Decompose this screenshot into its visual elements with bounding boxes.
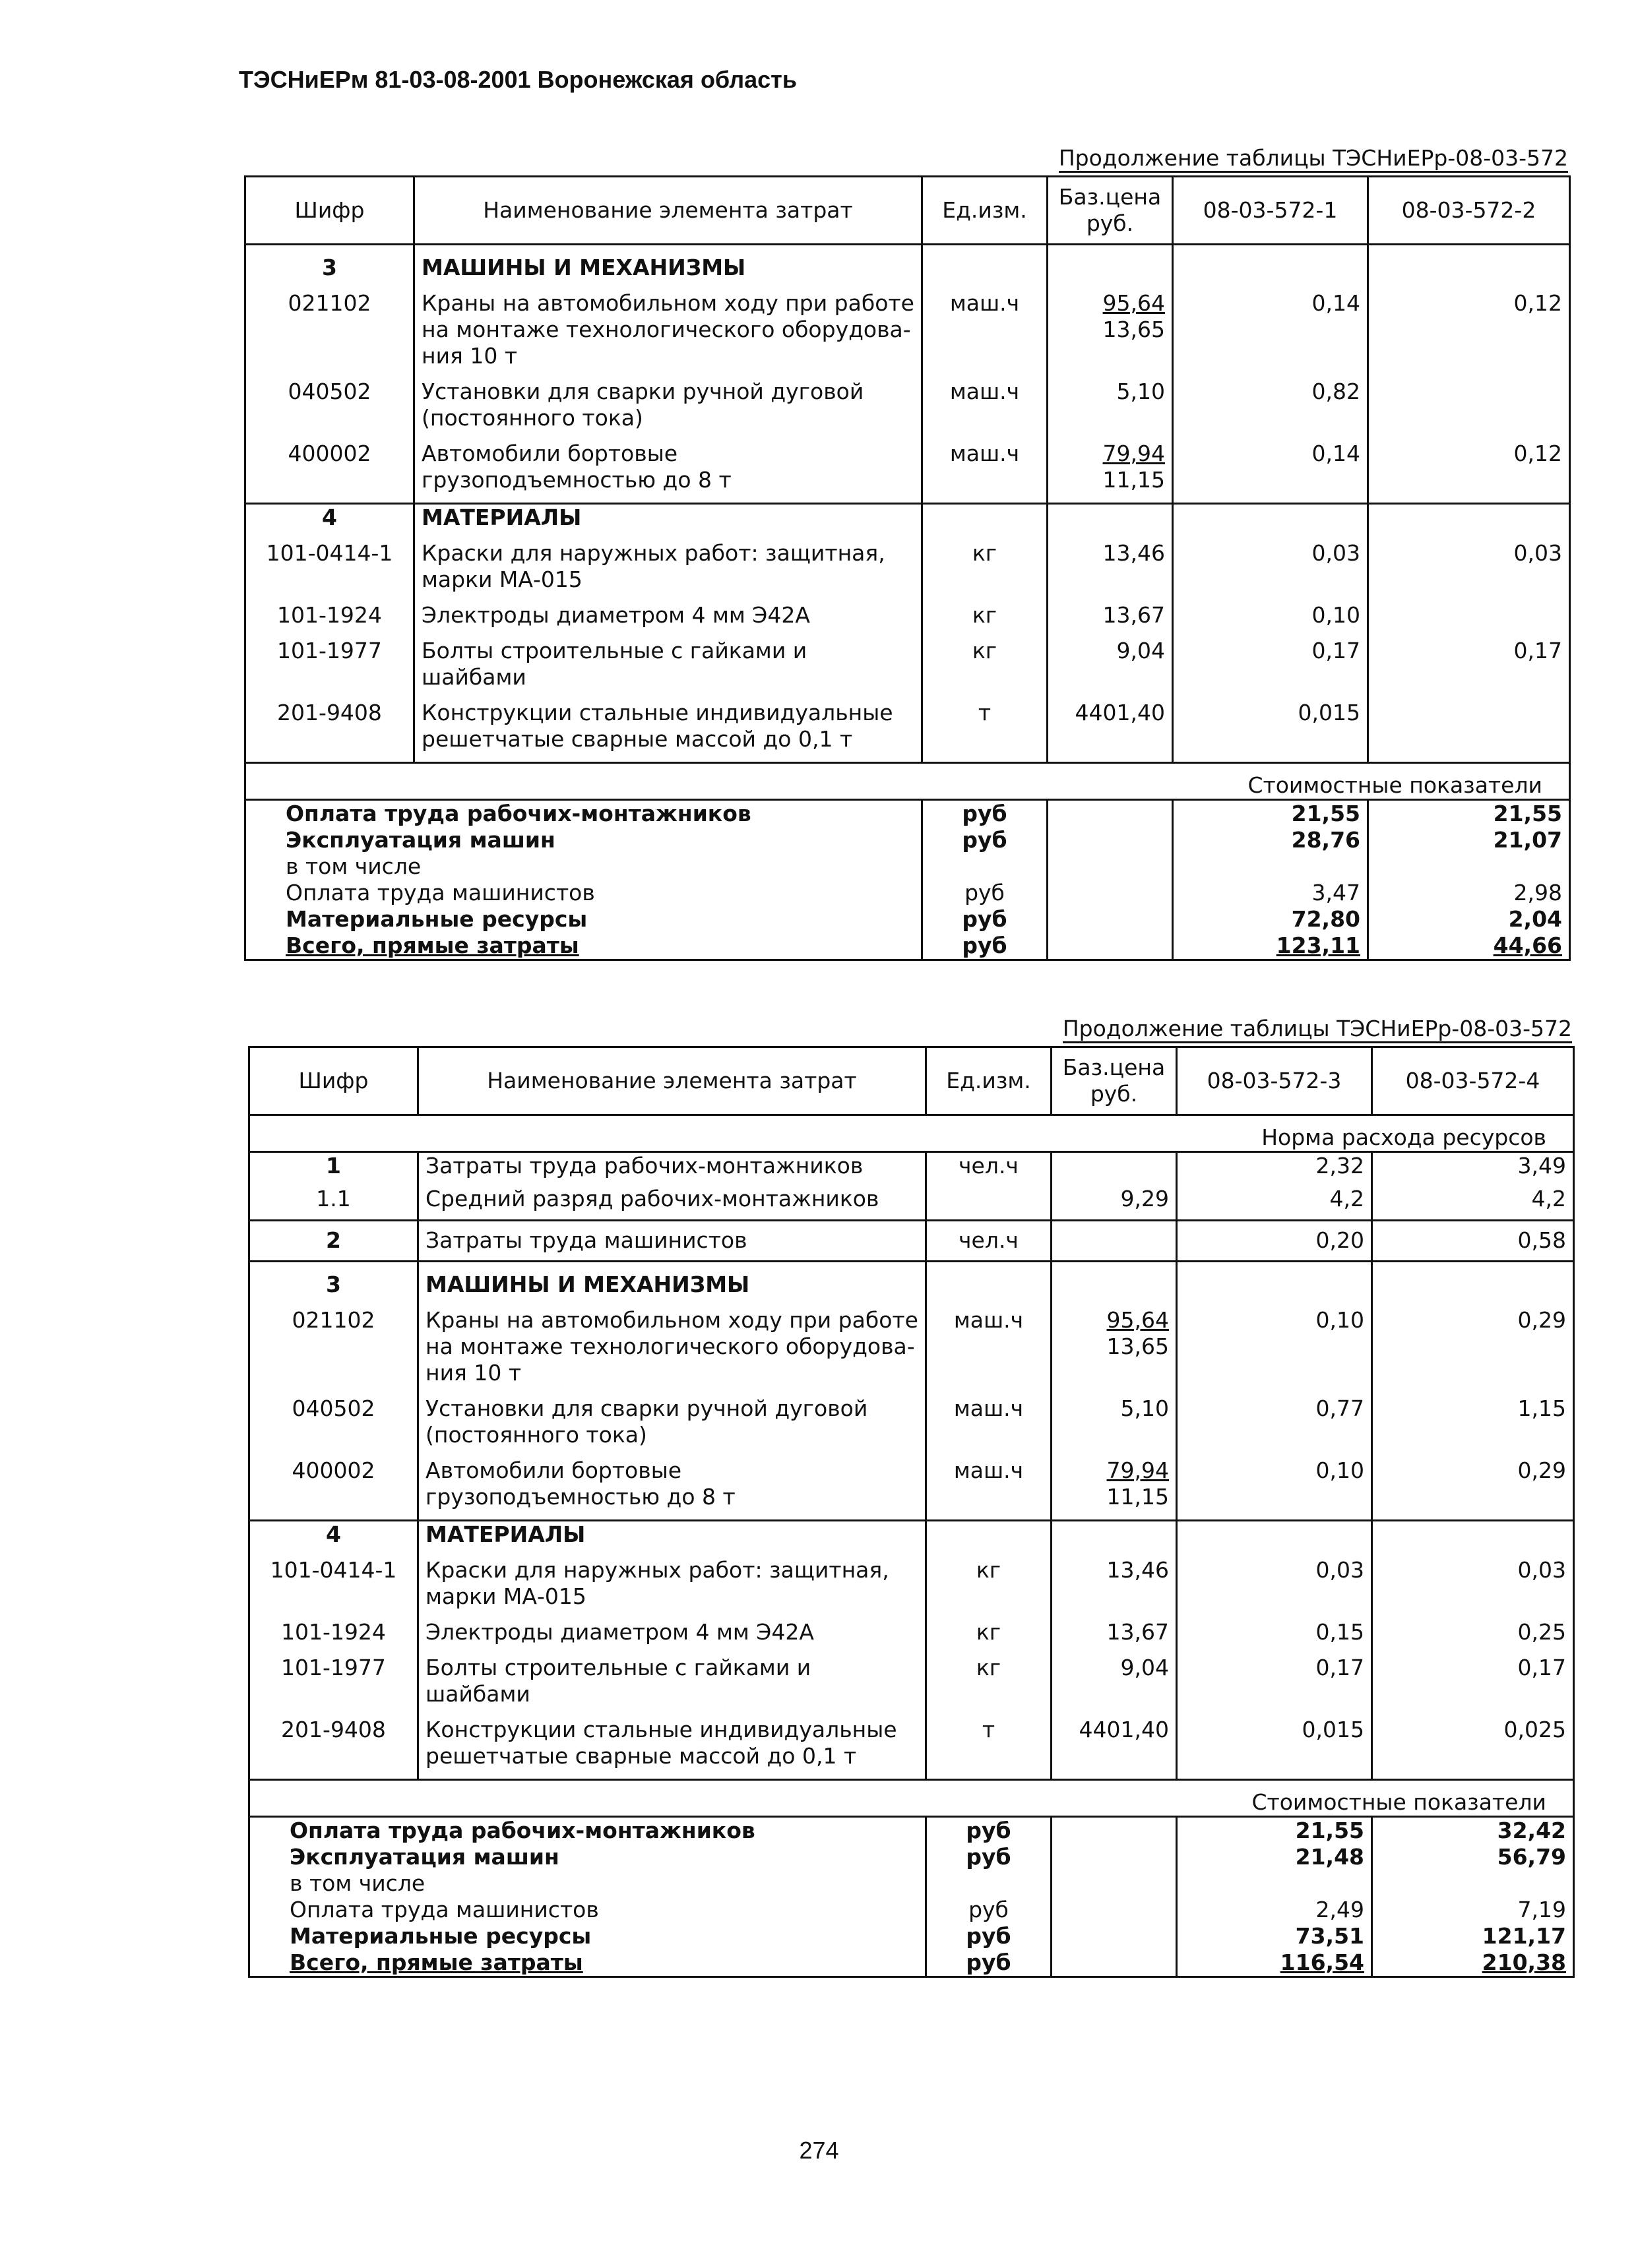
row-value-2: 0,12 xyxy=(1368,290,1570,369)
table-row xyxy=(249,1457,1574,1510)
table-row xyxy=(249,1619,1574,1645)
row-value-1: 0,015 xyxy=(1173,700,1368,752)
row-code: 101-0414-1 xyxy=(245,540,414,593)
row-name: Конструкции стальные индивидуальные решетчатые сварные массой до 0,1 т xyxy=(414,700,922,752)
summary-value-1: 116,54 xyxy=(1177,1949,1372,1977)
summary-unit: руб xyxy=(922,933,1048,960)
row-value-1: 0,10 xyxy=(1173,602,1368,628)
section-number: 4 xyxy=(249,1520,418,1548)
row-price: 95,64 13,65 xyxy=(1052,1307,1177,1386)
row-unit: кг xyxy=(926,1619,1052,1645)
row-value-2: 0,03 xyxy=(1372,1557,1574,1610)
row-name: Болты строительные с гайками и шайбами xyxy=(414,638,922,690)
summary-name: Эксплуатация машин xyxy=(245,827,922,853)
row-price: 13,67 xyxy=(1052,1619,1177,1645)
row-price: 9,04 xyxy=(1052,1655,1177,1707)
summary-value-1: 2,49 xyxy=(1177,1897,1372,1923)
row-price: 79,94 11,15 xyxy=(1048,441,1173,493)
row-name: Автомобили бортовые грузоподъемностью до 8 т xyxy=(418,1457,926,1510)
summary-value-2: 210,38 xyxy=(1372,1949,1574,1977)
summary-row xyxy=(249,1923,1574,1949)
row-unit xyxy=(926,1179,1052,1220)
row-value-1: 0,14 xyxy=(1173,441,1368,493)
row-unit: кг xyxy=(926,1557,1052,1610)
summary-value-2: 21,55 xyxy=(1368,800,1570,828)
row-price: 4401,40 xyxy=(1052,1717,1177,1769)
summary-name: Оплата труда машинистов xyxy=(249,1897,926,1923)
row-name: Установки для сварки ручной дуговой (постоянного тока) xyxy=(414,379,922,431)
table-row xyxy=(245,290,1570,369)
summary-name: Всего, прямые затраты xyxy=(245,933,922,960)
header-col2: 08-03-572-2 xyxy=(1368,177,1570,245)
row-value-1: 4,2 xyxy=(1177,1179,1372,1220)
header-code: Шифр xyxy=(245,177,414,245)
row-unit: кг xyxy=(926,1655,1052,1707)
row-price: 5,10 xyxy=(1048,379,1173,431)
table-row xyxy=(249,1557,1574,1610)
section-title: МАТЕРИАЛЫ xyxy=(414,504,922,532)
row-name: Затраты труда машинистов xyxy=(418,1220,926,1261)
table-row xyxy=(245,540,1570,593)
table-row xyxy=(249,1655,1574,1707)
row-name: Краски для наружных работ: защитная, марки МА-015 xyxy=(418,1557,926,1610)
row-code: 400002 xyxy=(245,441,414,493)
row-unit: чел.ч xyxy=(926,1220,1052,1261)
summary-value-1: 21,48 xyxy=(1177,1844,1372,1870)
section-row xyxy=(249,1520,1574,1548)
summary-row xyxy=(249,1870,1574,1897)
summary-row xyxy=(245,827,1570,853)
summary-value-2: 44,66 xyxy=(1368,933,1570,960)
row-value-1: 0,03 xyxy=(1173,540,1368,593)
row-value-2: 0,03 xyxy=(1368,540,1570,593)
summary-row xyxy=(245,906,1570,933)
row-value-2: 0,29 xyxy=(1372,1457,1574,1510)
summary-name: в том числе xyxy=(249,1870,926,1897)
row-price: 13,67 xyxy=(1048,602,1173,628)
row-code: 101-1977 xyxy=(249,1655,418,1707)
row-unit: т xyxy=(922,700,1048,752)
table-row xyxy=(249,1395,1574,1448)
summary-value-1: 72,80 xyxy=(1173,906,1368,933)
table-row xyxy=(245,379,1570,431)
row-unit: маш.ч xyxy=(922,441,1048,493)
header-unit: Ед.изм. xyxy=(926,1047,1052,1115)
summary-name: Всего, прямые затраты xyxy=(249,1949,926,1977)
summary-value-1: 123,11 xyxy=(1173,933,1368,960)
norm-label: Норма расхода ресурсов xyxy=(249,1115,1574,1152)
row-code: 021102 xyxy=(245,290,414,369)
row-name: Автомобили бортовые грузоподъемностью до 8 т xyxy=(414,441,922,493)
summary-value-2: 2,04 xyxy=(1368,906,1570,933)
row-code: 400002 xyxy=(249,1457,418,1510)
row-value-2: 0,29 xyxy=(1372,1307,1574,1386)
row-code: 040502 xyxy=(245,379,414,431)
row-unit: маш.ч xyxy=(922,379,1048,431)
row-price: 9,04 xyxy=(1048,638,1173,690)
table-caption: Продолжение таблицы ТЭСНиЕРр-08-03-572 xyxy=(978,1016,1572,1041)
summary-value-1: 21,55 xyxy=(1177,1816,1372,1844)
summary-value-2: 7,19 xyxy=(1372,1897,1574,1923)
resource-table-2 xyxy=(248,1046,1575,1978)
section-title: МАТЕРИАЛЫ xyxy=(418,1520,926,1548)
row-code: 101-1977 xyxy=(245,638,414,690)
header-name: Наименование элемента затрат xyxy=(418,1047,926,1115)
row-value-2: 4,2 xyxy=(1372,1179,1574,1220)
section-number: 3 xyxy=(245,255,414,281)
row-value-2: 3,49 xyxy=(1372,1152,1574,1180)
header-code: Шифр xyxy=(249,1047,418,1115)
summary-name: Эксплуатация машин xyxy=(249,1844,926,1870)
table-row xyxy=(249,1220,1574,1261)
summary-value-2: 32,42 xyxy=(1372,1816,1574,1844)
row-code: 1.1 xyxy=(249,1179,418,1220)
row-code: 101-1924 xyxy=(249,1619,418,1645)
row-code: 101-0414-1 xyxy=(249,1557,418,1610)
row-unit: маш.ч xyxy=(922,290,1048,369)
row-value-1: 0,14 xyxy=(1173,290,1368,369)
summary-value-1: 28,76 xyxy=(1173,827,1368,853)
row-price: 9,29 xyxy=(1052,1179,1177,1220)
summary-value-1: 3,47 xyxy=(1173,880,1368,906)
row-name: Средний разряд рабочих-монтажников xyxy=(418,1179,926,1220)
row-value-1: 0,20 xyxy=(1177,1220,1372,1261)
summary-value-2: 21,07 xyxy=(1368,827,1570,853)
row-code: 2 xyxy=(249,1220,418,1261)
row-name: Краны на автомобильном ходу при работе на монтаже технологического оборудова-ния 10 т xyxy=(414,290,922,369)
summary-unit: руб xyxy=(926,1844,1052,1870)
row-value-1: 2,32 xyxy=(1177,1152,1372,1180)
page-number: 274 xyxy=(799,2137,839,2164)
row-value-2: 0,25 xyxy=(1372,1619,1574,1645)
section-number: 3 xyxy=(249,1272,418,1298)
row-value-1: 0,15 xyxy=(1177,1619,1372,1645)
summary-value-2: 121,17 xyxy=(1372,1923,1574,1949)
header-col1: 08-03-572-1 xyxy=(1173,177,1368,245)
document-title: ТЭСНиЕРм 81-03-08-2001 Воронежская область xyxy=(239,66,797,93)
summary-value-1: 21,55 xyxy=(1173,800,1368,828)
row-code: 201-9408 xyxy=(249,1717,418,1769)
row-price: 79,94 11,15 xyxy=(1052,1457,1177,1510)
row-value-1: 0,10 xyxy=(1177,1307,1372,1386)
row-unit: маш.ч xyxy=(926,1395,1052,1448)
summary-name: Материальные ресурсы xyxy=(245,906,922,933)
row-value-1: 0,015 xyxy=(1177,1717,1372,1769)
row-price: 95,64 13,65 xyxy=(1048,290,1173,369)
section-row xyxy=(249,1272,1574,1298)
table-row xyxy=(245,441,1570,493)
row-value-1: 0,17 xyxy=(1173,638,1368,690)
row-unit: кг xyxy=(922,638,1048,690)
header-price: Баз.цена руб. xyxy=(1052,1047,1177,1115)
summary-name: Оплата труда рабочих-монтажников xyxy=(245,800,922,828)
row-value-2 xyxy=(1368,379,1570,431)
summary-unit: руб xyxy=(926,1816,1052,1844)
row-price: 5,10 xyxy=(1052,1395,1177,1448)
table-header-row xyxy=(249,1047,1574,1115)
section-title: МАШИНЫ И МЕХАНИЗМЫ xyxy=(418,1272,926,1298)
row-name: Электроды диаметром 4 мм Э42А xyxy=(414,602,922,628)
table-caption: Продолжение таблицы ТЭСНиЕРр-08-03-572 xyxy=(974,145,1568,171)
row-unit: маш.ч xyxy=(926,1307,1052,1386)
summary-row xyxy=(245,933,1570,960)
summary-unit: руб xyxy=(926,1949,1052,1977)
row-name: Конструкции стальные индивидуальные решетчатые сварные массой до 0,1 т xyxy=(418,1717,926,1769)
row-value-2: 0,12 xyxy=(1368,441,1570,493)
norm-label-row xyxy=(249,1115,1574,1152)
summary-row xyxy=(249,1844,1574,1870)
row-unit: кг xyxy=(922,602,1048,628)
summary-unit: руб xyxy=(922,800,1048,828)
summary-name: Оплата труда рабочих-монтажников xyxy=(249,1816,926,1844)
header-col1: 08-03-572-3 xyxy=(1177,1047,1372,1115)
row-value-1: 0,17 xyxy=(1177,1655,1372,1707)
row-unit: кг xyxy=(922,540,1048,593)
row-price xyxy=(1052,1152,1177,1180)
row-code: 040502 xyxy=(249,1395,418,1448)
table-row xyxy=(245,638,1570,690)
cost-label: Стоимостные показатели xyxy=(245,763,1570,800)
row-unit: чел.ч xyxy=(926,1152,1052,1180)
row-value-2: 0,025 xyxy=(1372,1717,1574,1769)
row-name: Электроды диаметром 4 мм Э42А xyxy=(418,1619,926,1645)
section-number: 4 xyxy=(245,504,414,532)
row-value-2: 1,15 xyxy=(1372,1395,1574,1448)
summary-unit: руб xyxy=(922,827,1048,853)
summary-value-2: 2,98 xyxy=(1368,880,1570,906)
row-code: 201-9408 xyxy=(245,700,414,752)
row-name: Краски для наружных работ: защитная, марки МА-015 xyxy=(414,540,922,593)
row-price: 4401,40 xyxy=(1048,700,1173,752)
summary-row xyxy=(245,800,1570,828)
resource-table-1 xyxy=(244,175,1571,961)
header-col2: 08-03-572-4 xyxy=(1372,1047,1574,1115)
summary-row xyxy=(249,1816,1574,1844)
row-code: 021102 xyxy=(249,1307,418,1386)
header-name: Наименование элемента затрат xyxy=(414,177,922,245)
row-price: 13,46 xyxy=(1048,540,1173,593)
row-code: 101-1924 xyxy=(245,602,414,628)
cost-label-row xyxy=(249,1779,1574,1816)
row-unit: маш.ч xyxy=(926,1457,1052,1510)
table-row xyxy=(245,700,1570,752)
summary-unit: руб xyxy=(926,1923,1052,1949)
table-row xyxy=(249,1152,1574,1180)
table-header-row xyxy=(245,177,1570,245)
row-name: Установки для сварки ручной дуговой (постоянного тока) xyxy=(418,1395,926,1448)
row-value-2 xyxy=(1368,700,1570,752)
row-code: 1 xyxy=(249,1152,418,1180)
summary-unit: руб xyxy=(922,906,1048,933)
row-price: 13,46 xyxy=(1052,1557,1177,1610)
row-value-1: 0,03 xyxy=(1177,1557,1372,1610)
summary-value-2: 56,79 xyxy=(1372,1844,1574,1870)
row-value-1: 0,77 xyxy=(1177,1395,1372,1448)
row-unit: т xyxy=(926,1717,1052,1769)
row-value-2: 0,58 xyxy=(1372,1220,1574,1261)
summary-row xyxy=(245,853,1570,880)
row-value-1: 0,10 xyxy=(1177,1457,1372,1510)
row-value-2: 0,17 xyxy=(1372,1655,1574,1707)
table-row xyxy=(249,1717,1574,1769)
row-value-2: 0,17 xyxy=(1368,638,1570,690)
summary-row xyxy=(245,880,1570,906)
summary-row xyxy=(249,1897,1574,1923)
summary-value-1: 73,51 xyxy=(1177,1923,1372,1949)
cost-label: Стоимостные показатели xyxy=(249,1779,1574,1816)
table-row xyxy=(245,602,1570,628)
summary-name: Материальные ресурсы xyxy=(249,1923,926,1949)
section-row xyxy=(245,504,1570,532)
row-value-2 xyxy=(1368,602,1570,628)
row-name: Затраты труда рабочих-монтажников xyxy=(418,1152,926,1180)
header-price: Баз.цена руб. xyxy=(1048,177,1173,245)
summary-unit: руб xyxy=(926,1897,1052,1923)
summary-name: Оплата труда машинистов xyxy=(245,880,922,906)
row-name: Болты строительные с гайками и шайбами xyxy=(418,1655,926,1707)
table-row xyxy=(249,1179,1574,1220)
table-row xyxy=(249,1307,1574,1386)
row-price xyxy=(1052,1220,1177,1261)
row-name: Краны на автомобильном ходу при работе на монтаже технологического оборудова-ния 10 т xyxy=(418,1307,926,1386)
summary-name: в том числе xyxy=(245,853,922,880)
section-row xyxy=(245,255,1570,281)
section-title: МАШИНЫ И МЕХАНИЗМЫ xyxy=(414,255,922,281)
summary-row xyxy=(249,1949,1574,1977)
header-unit: Ед.изм. xyxy=(922,177,1048,245)
cost-label-row xyxy=(245,763,1570,800)
row-value-1: 0,82 xyxy=(1173,379,1368,431)
summary-unit: руб xyxy=(922,880,1048,906)
